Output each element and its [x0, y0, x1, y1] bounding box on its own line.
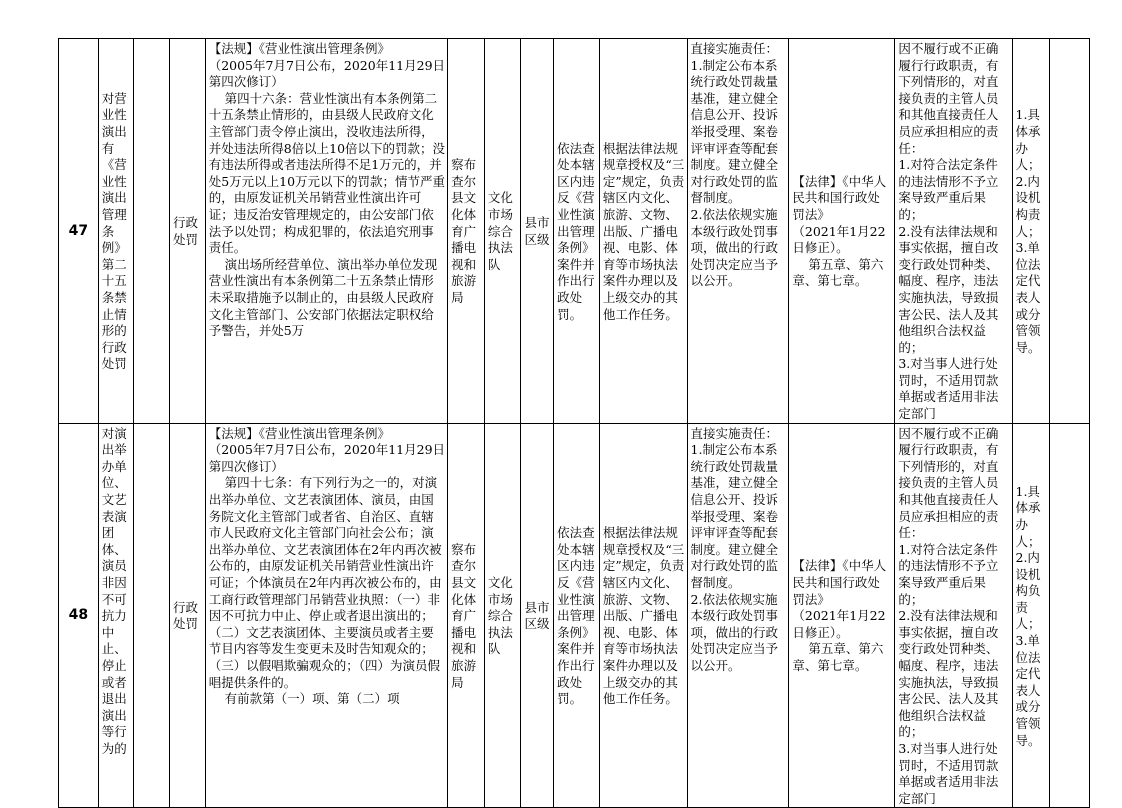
- accountability-situations: 因不履行或不正确履行行政职责，有下列情形的，对直接负责的主管人员和其他直接责任人员应承担相应的责任： 1.对符合法定条件的违法情形不予立案导致严重后果的； 2.没有法律法规和事实依据，擅自改变行政处罚种类、幅度、程序，违法实施执法，导致损害公民、法人及其他组织合法权益的； 3.对当事人进行处罚时，不适用罚款单据或者适用非法定部门: [898, 41, 999, 422]
- empty-cell: [134, 39, 170, 424]
- responsible-persons: 1.具体承办人； 2.内设机构负责人； 3.单位法定代表人或分管领导。: [1015, 483, 1041, 748]
- exercise-level: 县市区级: [524, 215, 550, 247]
- remarks: [1050, 424, 1089, 426]
- responsibility-matter: 依法查处本辖区内违反《营业性演出管理条例》案件并作出行政处罚。: [557, 525, 595, 707]
- row-number: 47: [59, 39, 99, 424]
- responsibility-table: [58, 38, 1090, 808]
- responsibility-basis: 根据法律法规规章授权及“三定”规定，负责辖区内文化、旅游、文物、出版、广播电视、电影、体育等市场执法案件办理以及上级交办的其他工作任务。: [602, 140, 685, 322]
- measures-basis: 【法律】《中华人民共和国行政处罚法》 （2021年1月22日修正）。 第五章、第六章、第七章。: [792, 173, 887, 289]
- executing-unit: 文化市场综合执法队: [487, 575, 513, 657]
- accountability-situations: 因不履行或不正确履行行政职责，有下列情形的，对直接负责的主管人员和其他直接责任人员应承担相应的责任： 1.对符合法定条件的违法情形不予立案导致严重后果的； 2.没有法律法规和事实依据，擅自改变行政处罚种类、幅度、程序，违法实施执法，导致损害公民、法人及其他组织合法权益的； 3.对当事人进行处罚时，不适用罚款单据或者适用非法定部门: [898, 425, 999, 806]
- item-category: 行政处罚: [173, 215, 199, 247]
- empty-cell: [134, 423, 170, 808]
- exercise-level: 县市区级: [524, 599, 550, 632]
- supervision-measures: 直接实施责任： 1.制定公布本系统行政处罚裁量基准，建立健全信息公开、投诉举报受理、案卷评审评查等配套制度。建立健全对行政处罚的监督制度。 2.依法依规实施本级行政处罚事项，做出的行政处罚决定应当予以公开。: [690, 41, 779, 289]
- supervision-measures: 直接实施责任： 1.制定公布本系统行政处罚裁量基准，建立健全信息公开、投诉举报受理、案卷评审评查等配套制度。建立健全对行政处罚的监督制度。 2.依法依规实施本级行政处罚事项，做出的行政处罚决定应当予以公开。: [690, 425, 779, 673]
- executing-unit: 文化市场综合执法队: [487, 190, 513, 272]
- measures-basis: 【法律】《中华人民共和国行政处罚法》 （2021年1月22日修正）。 第五章、第六章、第七章。: [792, 558, 887, 673]
- implementing-dept: 察布查尔县文化体育广播电视和旅游局: [451, 157, 477, 305]
- legal-basis: 【法规】《营业性演出管理条例》 （2005年7月7日公布，2020年11月29日第四次修订） 第四十六条：营业性演出有本条例第二十五条禁止情形的，由县级人民政府文化主管部门责令停止演出，没收违法所得，并处违法所得8倍以上10倍以下的罚款；没有违法所得或者违法所得不足1万元的，并处5万元以上10万元以下的罚款；情节严重的，由原发证机关吊销营业性演出许可证；违反治安管理规定的，由公安部门依法予以处罚；构成犯罪的，依法追究刑事责任。 演出场所经营单位、演出举办单位发现营业性演出有本条例第二十五条禁止情形未采取措施予以制止的，由县级人民政府文化主管部门、公安部门依据法定职权给予警告，并处5万: [208, 41, 446, 339]
- item-name: 对演出举办单位、文艺表演团体、演员非因不可抗力中止、停止或者退出演出等行为的: [101, 425, 127, 756]
- item-category: 行政处罚: [173, 599, 199, 632]
- responsibility-basis: 根据法律法规规章授权及“三定”规定，负责辖区内文化、旅游、文物、出版、广播电视、电影、体育等市场执法案件办理以及上级交办的其他工作任务。: [602, 525, 685, 707]
- row-number: 48: [59, 423, 99, 808]
- item-name: 对营业性演出有《营业性演出管理条例》第二十五条禁止情形的行政处罚: [101, 90, 127, 372]
- responsible-persons: 1.具体承办人； 2.内设机构责人； 3.单位法定代表人或分管领导。: [1015, 107, 1041, 355]
- table-row: [59, 39, 1090, 424]
- implementing-dept: 察布查尔县文化体育广播电视和旅游局: [451, 541, 477, 690]
- responsibility-matter: 依法查处本辖区内违反《营业性演出管理条例》案件并作出行政处罚。: [557, 140, 595, 322]
- remarks: [1050, 39, 1089, 41]
- table-row: [59, 423, 1090, 808]
- legal-basis: 【法规】《营业性演出管理条例》 （2005年7月7日公布，2020年11月29日第四次修订） 第四十七条：有下列行为之一的，对演出举办单位、文艺表演团体、演员，由国务院文化主管部门或者省、自治区、直辖市人民政府文化主管部门向社会公布；演出举办单位、文艺表演团体在2年内再次被公布的，由原发证机关吊销营业性演出许可证；个体演员在2年内再次被公布的，由工商行政管理部门吊销营业执照：（一）非因不可抗力中止、停止或者退出演出的；（二）文艺表演团体、主要演员或者主要节目内容等发生变更未及时告知观众的；（三）以假唱欺骗观众的；（四）为演员假唱提供条件的。 有前款第（一）项、第（二）项: [208, 425, 446, 707]
